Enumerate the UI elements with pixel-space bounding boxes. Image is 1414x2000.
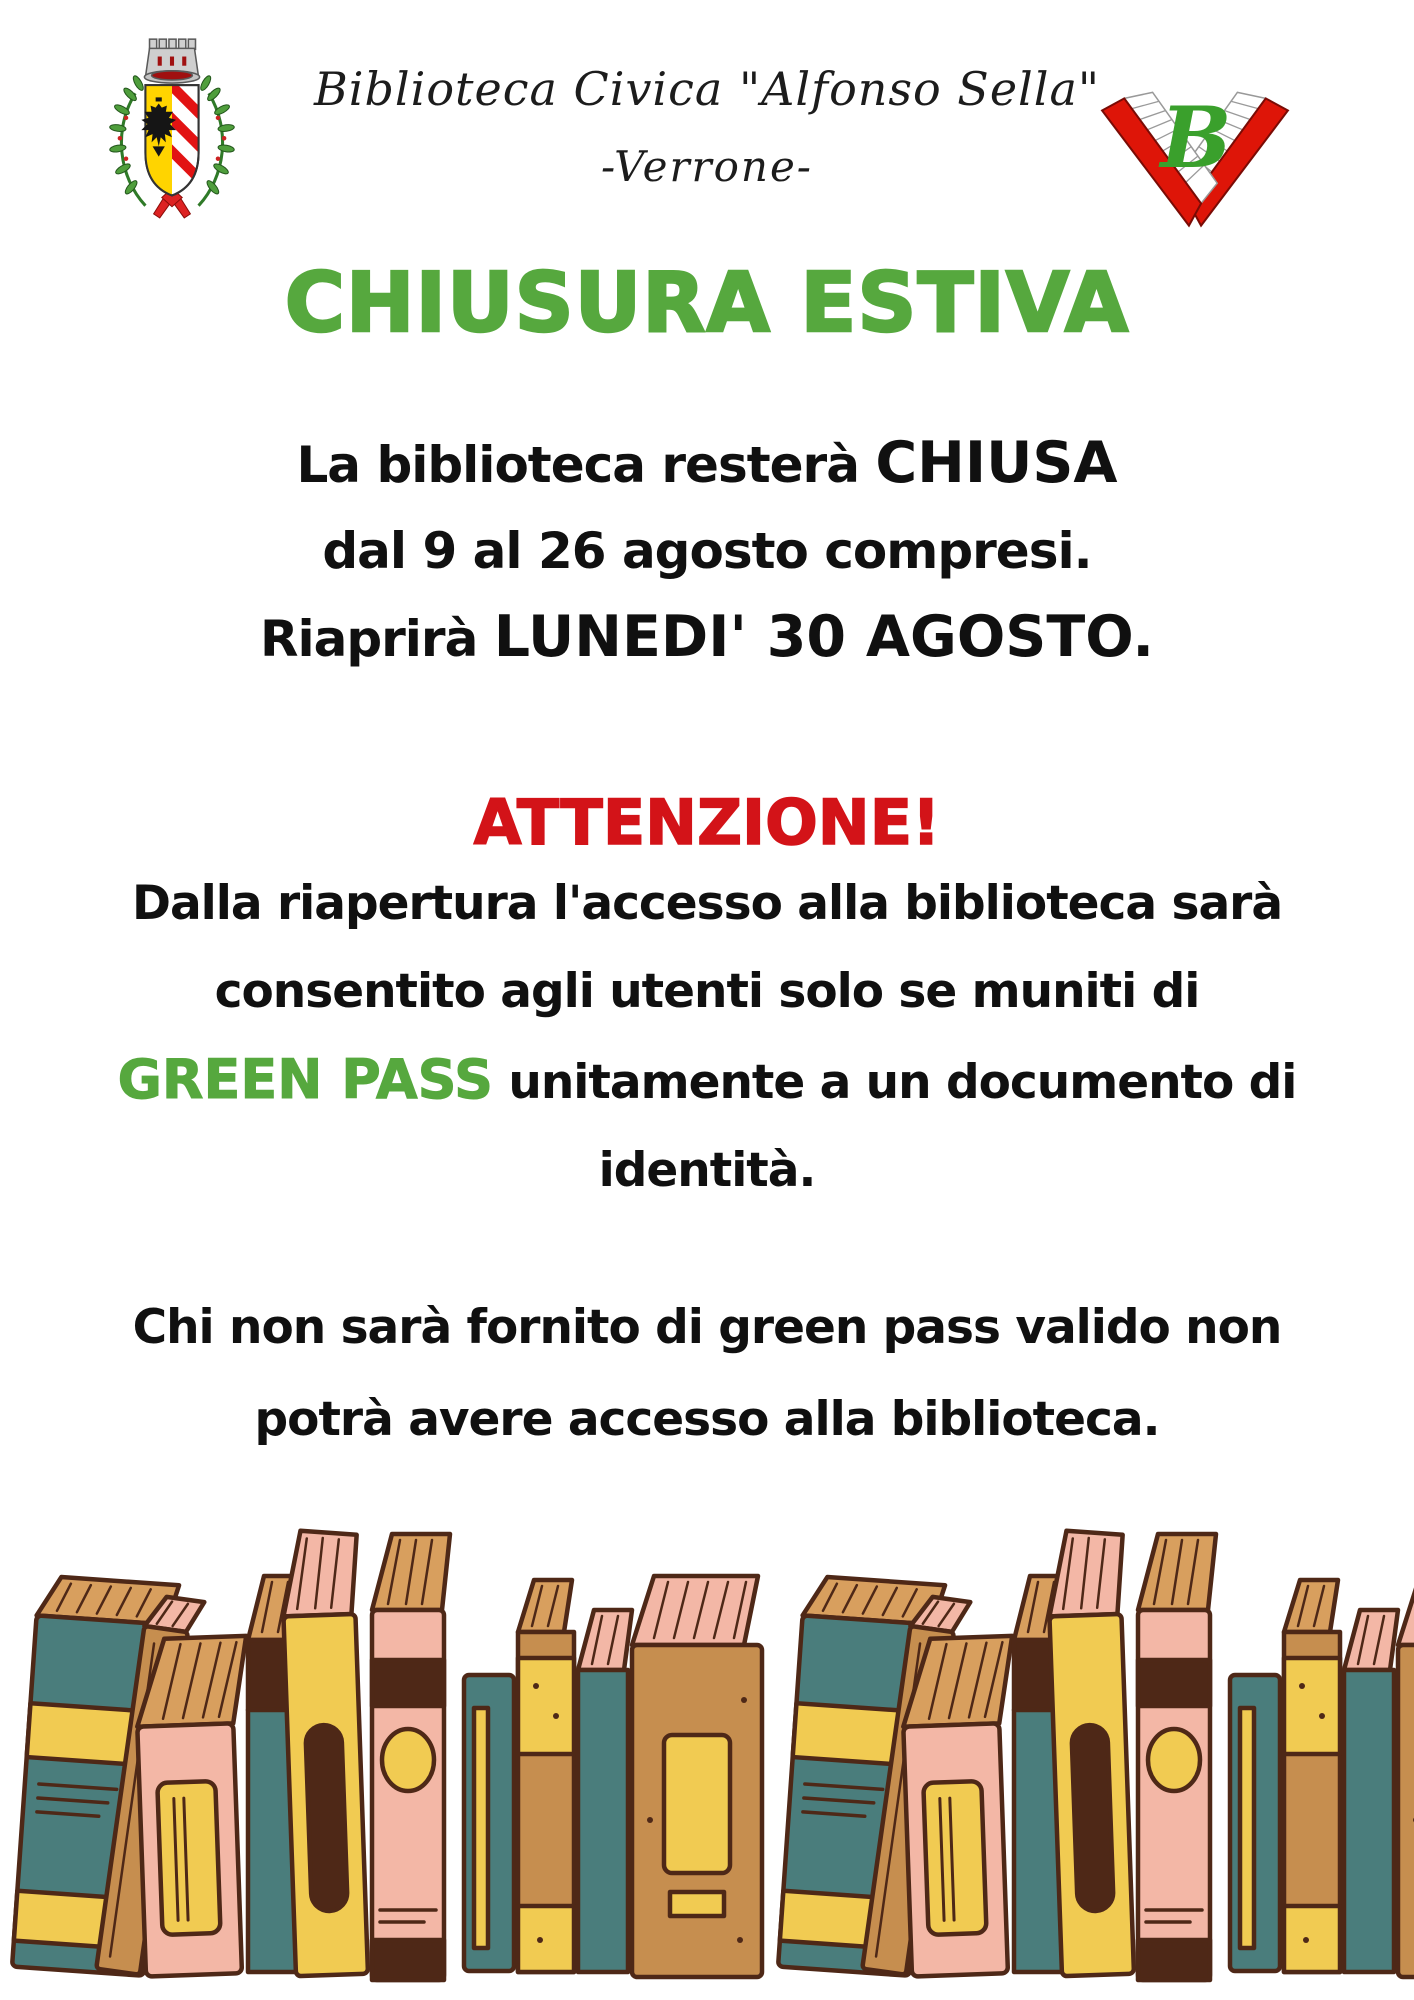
warning-line-2: potrà avere accesso alla biblioteca. xyxy=(254,1392,1160,1447)
attention-paragraph xyxy=(0,860,1414,1215)
closure-line-2: dal 9 al 26 agosto compresi. xyxy=(322,522,1092,580)
attention-line-3 xyxy=(0,1036,1414,1127)
town-name: -Verrone- xyxy=(600,142,813,191)
attention-line-4: identità. xyxy=(598,1143,816,1198)
closure-line-3-strong: LUNEDI' 30 AGOSTO. xyxy=(493,604,1155,670)
closure-line-3-text: Riaprirà xyxy=(259,610,494,668)
attention-heading: ATTENZIONE! xyxy=(473,786,941,859)
closure-line-3 xyxy=(0,594,1414,682)
closure-notice xyxy=(0,420,1414,682)
green-pass-text: GREEN PASS xyxy=(117,1048,494,1111)
attention-line-1: Dalla riapertura l'accesso alla biblioteca sarà xyxy=(131,876,1283,931)
attention-line-2: consentito agli utenti solo se muniti di xyxy=(214,964,1200,1019)
warning-paragraph xyxy=(0,1282,1414,1466)
closure-line-1-text: La biblioteca resterà xyxy=(296,436,876,494)
warning-line-1: Chi non sarà fornito di green pass valido non xyxy=(132,1300,1282,1355)
closure-line-1-strong: CHIUSA xyxy=(875,430,1118,496)
books-illustration xyxy=(0,1520,1414,2000)
page-title: CHIUSURA ESTIVA xyxy=(284,256,1130,351)
library-name: Biblioteca Civica "Alfonso Sella" xyxy=(313,62,1101,116)
closure-line-1 xyxy=(0,420,1414,508)
attention-line-3-rest: unitamente a un documento di xyxy=(493,1055,1297,1110)
library-logo xyxy=(1094,84,1296,236)
logo-letter-b: B xyxy=(1160,88,1232,187)
